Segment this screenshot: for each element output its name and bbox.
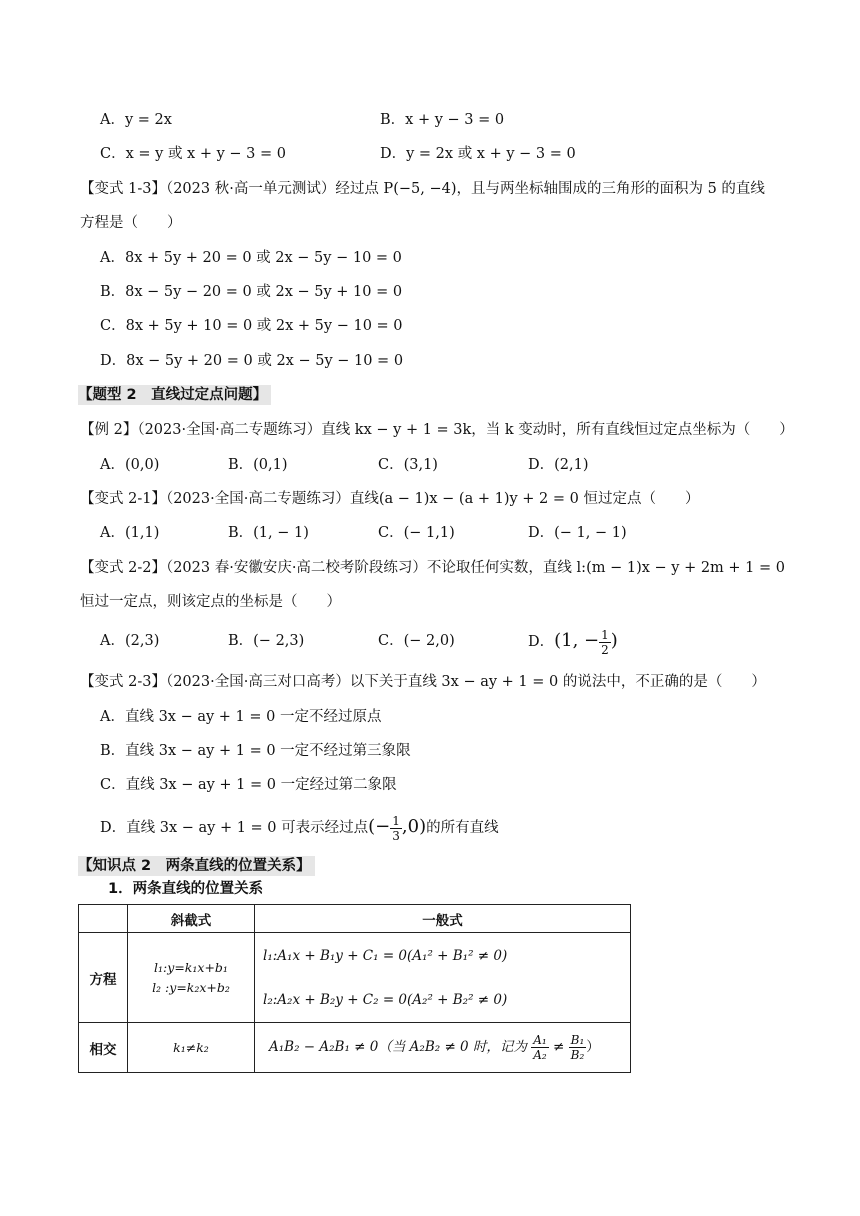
fraction-denominator: A₂ — [533, 1048, 547, 1062]
fraction-numerator: 1 — [392, 813, 400, 828]
option-d-prefix: D． — [528, 634, 555, 650]
option-c: C．直线 3x − ay + 1 = 0 一定经过第二象限 — [100, 777, 397, 793]
position-relation-table — [78, 904, 631, 1073]
fraction-numerator: 1 — [601, 627, 609, 642]
option-b: B．直线 3x − ay + 1 = 0 一定不经过第三象限 — [100, 743, 411, 759]
option-b: B．8x − 5y − 20 = 0 或 2x − 5y + 10 = 0 — [100, 284, 403, 300]
option-b: B．(1, − 1) — [228, 525, 309, 541]
option-d: D．(− 1, − 1) — [528, 525, 627, 541]
option-d: D．y = 2x 或 x + y − 3 = 0 — [380, 146, 576, 162]
option-d-text-end: 的所有直线 — [426, 820, 499, 836]
table-header-slope: 斜截式 — [128, 905, 255, 933]
variant-2-2-question-cont: 恒过一定点，则该定点的坐标是（ ） — [80, 594, 341, 610]
slope-form-l1: l₁:y=k₁x+b₁ — [154, 959, 228, 975]
table-cell-general — [255, 1023, 631, 1073]
closing-paren: ） — [586, 1039, 600, 1055]
option-c: C．(− 2,0) — [378, 633, 455, 649]
fraction — [531, 1033, 548, 1062]
section-heading: 【知识点 2 两条直线的位置关系】 — [78, 856, 315, 876]
option-b: B．(0,1) — [228, 457, 288, 473]
neq-sign: ≠ — [553, 1039, 565, 1055]
option-d — [100, 810, 499, 845]
fraction — [390, 814, 402, 843]
fraction-numerator: B₁ — [570, 1033, 585, 1047]
fraction — [599, 628, 611, 657]
option-a: A．(1,1) — [100, 525, 160, 541]
option-a: A．直线 3x − ay + 1 = 0 一定不经过原点 — [100, 709, 382, 725]
variant-2-1-question: 【变式 2-1】（2023·全国·高二专题练习）直线(a − 1)x − (a + 1)y + 2 = 0 恒过定点（ ） — [80, 491, 700, 507]
variant-1-3-question-cont: 方程是（ ） — [80, 215, 182, 231]
fraction-denominator: B₂ — [570, 1048, 585, 1062]
table-cell-slope — [128, 933, 255, 1023]
table-row — [79, 1023, 631, 1073]
general-form-l2: l₂:A₂x + B₂y + C₂ = 0(A₂² + B₂² ≠ 0) — [263, 991, 508, 1008]
option-d: D．(2,1) — [528, 457, 589, 473]
option-b: B．(− 2,3) — [228, 633, 305, 649]
section-heading: 【题型 2 直线过定点问题】 — [78, 385, 271, 405]
variant-2-3-question: 【变式 2-3】（2023·全国·高三对口高考）以下关于直线 3x − ay + 1 = 0 的说法中，不正确的是（ ） — [80, 674, 766, 690]
option-c: C．x = y 或 x + y − 3 = 0 — [100, 146, 286, 162]
variant-1-3-question: 【变式 1-3】（2023 秋·高一单元测试）经过点 P(−5, −4)，且与两坐标轴围成的三角形的面积为 5 的直线 — [80, 181, 765, 197]
option-a: A．y = 2x — [100, 112, 172, 128]
fraction-numerator: A₁ — [533, 1033, 547, 1047]
fraction-denominator: 2 — [601, 642, 609, 657]
option-d-point-open: (1, − — [554, 630, 600, 651]
table-header-general: 一般式 — [255, 905, 631, 933]
option-d-text: D．直线 3x − ay + 1 = 0 可表示经过点 — [100, 820, 369, 836]
intersect-condition: A₁B₂ − A₂B₁ ≠ 0（当 A₂B₂ ≠ 0 时，记为 — [269, 1039, 527, 1055]
fraction-denominator: 3 — [392, 828, 400, 843]
option-d: D．8x − 5y + 20 = 0 或 2x − 5y − 10 = 0 — [100, 353, 404, 369]
option-b: B．x + y − 3 = 0 — [380, 112, 505, 128]
table-cell-general — [255, 933, 631, 1023]
option-d-point-open: (− — [368, 816, 391, 837]
option-a: A．8x + 5y + 20 = 0 或 2x − 5y − 10 = 0 — [100, 250, 402, 266]
table-cell-label: 相交 — [79, 1023, 128, 1073]
option-c: C．(3,1) — [378, 457, 438, 473]
table-header-blank — [79, 905, 128, 933]
table-cell-label: 方程 — [79, 933, 128, 1023]
table-row — [79, 933, 631, 1023]
example-2-question: 【例 2】（2023·全国·高二专题练习）直线 kx − y + 1 = 3k，当 k 变动时，所有直线恒过定点坐标为（ ） — [80, 422, 794, 438]
table-header-row — [79, 905, 631, 933]
general-form-l1: l₁:A₁x + B₁y + C₁ = 0(A₁² + B₁² ≠ 0) — [263, 947, 508, 964]
fraction — [569, 1033, 587, 1062]
option-c: C．(− 1,1) — [378, 525, 455, 541]
slope-form-l2: l₂ :y=k₂x+b₂ — [152, 979, 230, 995]
option-d — [528, 624, 618, 659]
option-d-point-close: ,0) — [401, 816, 427, 837]
option-a: A．(2,3) — [100, 633, 160, 649]
option-d-point-close: ) — [610, 630, 618, 651]
option-a: A．(0,0) — [100, 457, 160, 473]
table-cell-slope: k₁≠k₂ — [128, 1023, 255, 1073]
variant-2-2-question: 【变式 2-2】（2023 春·安徽安庆·高二校考阶段练习）不论取任何实数，直线 l:(m − 1)x − y + 2m + 1 = 0 — [80, 560, 785, 576]
option-c: C．8x + 5y + 10 = 0 或 2x + 5y − 10 = 0 — [100, 318, 403, 334]
subheading: 1．两条直线的位置关系 — [108, 881, 264, 897]
